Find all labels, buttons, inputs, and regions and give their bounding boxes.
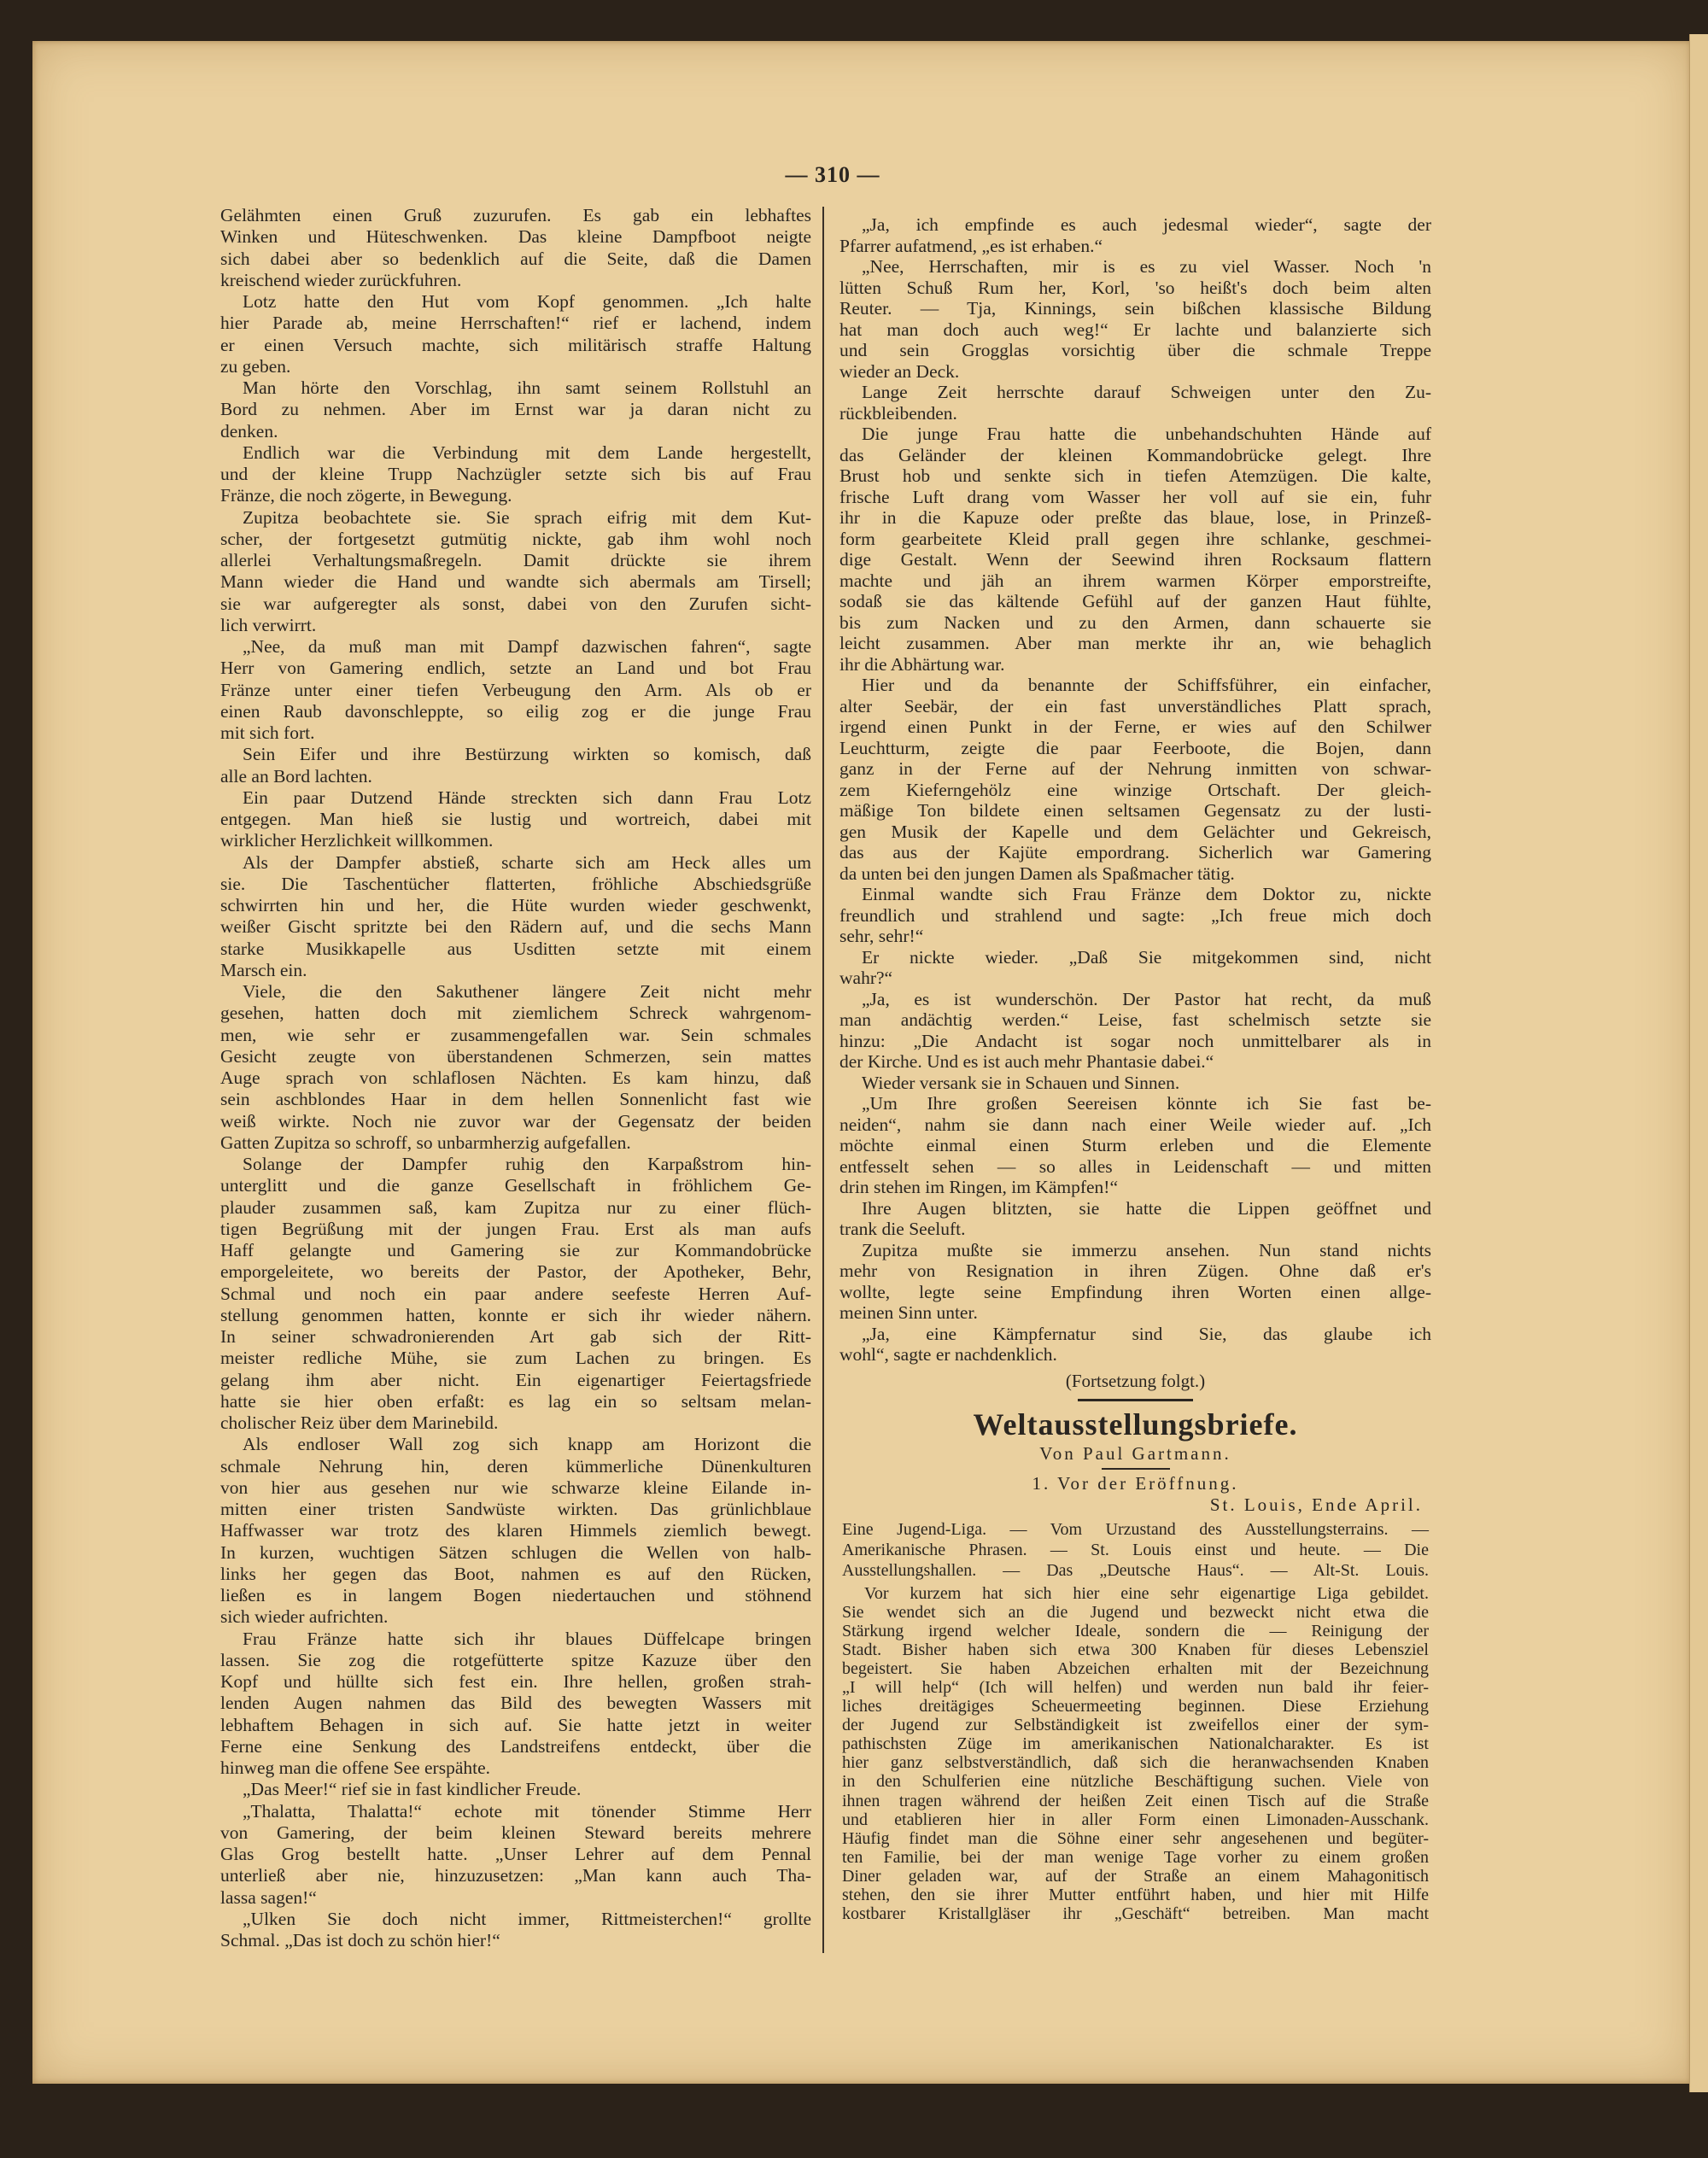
text-line: leicht zusammen. Aber man merkte ihr an, wie behaglich	[839, 633, 1431, 653]
text-line: Vor kurzem hat sich hier eine sehr eigenartige Liga gebildet.	[864, 1583, 1429, 1603]
text-line: und sein Grogglas vorsichtig über die schmale Treppe	[839, 340, 1431, 360]
text-line: „Ja, es ist wunderschön. Der Pastor hat recht, da muß	[862, 988, 1431, 1009]
text-line: Viele, die den Sakuthener längere Zeit nicht mehr	[243, 981, 811, 1002]
text-line: entfesselt sehen — so alles in Leidenschaft — und mitten	[839, 1155, 1431, 1177]
paragraph	[220, 852, 811, 982]
text-line: pathischsten Züge im amerikanischen Nationalcharakter. Es ist	[842, 1734, 1429, 1754]
right-column-area	[839, 214, 1431, 1923]
text-line: frische Luft drang vom Wasser her voll auf sie ein, fuhr	[839, 486, 1431, 507]
text-line: Häufig findet man die Söhne einer sehr angesehenen und begüter-	[842, 1828, 1429, 1848]
text-line: freundlich und strahlend und sagte: „Ich freue mich doch	[839, 904, 1431, 926]
text-line: Frau Fränze hatte sich ihr blaues Düffelcape bringen	[243, 1628, 811, 1649]
text-line: hat man doch auch weg!“ Er lachte und balanzierte sich	[839, 319, 1431, 340]
text-line: von hier aus gesehen nur wie schwarze kleine Eilande in-	[220, 1477, 811, 1498]
text-line: Endlich war die Verbindung mit dem Lande hergestellt,	[243, 442, 811, 463]
text-line: man andächtig werden.“ Leise, fast schelmisch setzte sie	[839, 1009, 1431, 1030]
text-line: hier ganz selbstverständlich, daß sich die heranwachsenden Knaben	[842, 1753, 1429, 1773]
text-line: Als endloser Wall zog sich knapp am Horizont die	[243, 1434, 811, 1455]
text-line: wollte, legte seine Empfindung ihren Worten einen allge-	[839, 1281, 1431, 1302]
paragraph	[220, 981, 811, 1154]
text-line: ganz in der Ferne auf der Nehrung inmitten von schwar-	[839, 758, 1431, 779]
text-line: zem Kieferngehölz eine winzige Ortschaft. Der gleich-	[839, 779, 1431, 800]
text-line: Glas Grog bestellt hatte. „Unser Lehrer auf dem Pennal	[220, 1844, 811, 1864]
text-line: Lotz hatte den Hut vom Kopf genommen. „Ich halte	[243, 291, 811, 312]
text-line: In kurzen, wuchtigen Sätzen schlugen die Wellen von halb-	[220, 1541, 811, 1563]
text-line: Er nickte wieder. „Daß Sie mitgekommen sind, nicht	[862, 946, 1431, 968]
text-line: emporgeleitete, wo bereits der Pastor, der Apotheker, Behr,	[220, 1261, 811, 1283]
text-line: dige Gestalt. Wenn der Seewind ihren Rocksaum flattern	[839, 549, 1431, 570]
text-line: weißer Gischt spritzte bei den Rädern auf, und die sechs Mann	[220, 916, 811, 938]
text-line: Gatten Zupitza so schroff, so unbarmherzig aufgefallen.	[220, 1132, 631, 1153]
paragraph	[839, 256, 1431, 382]
text-line: Leuchtturm, zeigte die paar Feerboote, die Bojen, dann	[839, 737, 1431, 758]
left-column	[220, 205, 811, 1951]
summary-line: Amerikanische Phrasen. — St. Louis einst und heute. — Die	[842, 1540, 1429, 1559]
text-line: irgend einen Punkt in der Ferne, er wies auf den Schilwer	[839, 716, 1431, 737]
text-line: wahr?“	[839, 968, 893, 988]
text-line: zu geben.	[220, 355, 291, 377]
text-line: stehen, den sie ihrer Mutter entführt haben, und hier mit Hilfe	[842, 1886, 1429, 1904]
text-line: das Geländer der kleinen Kommandobrücke gelegt. Ihre	[839, 444, 1431, 465]
paragraph	[839, 382, 1431, 424]
text-line: Winken und Hüteschwenken. Das kleine Dampfboot neigte	[220, 226, 811, 248]
text-line: sein aschblondes Haar in dem hellen Sonnenlicht fast wie	[220, 1089, 811, 1110]
summary-line: Ausstellungshallen. — Das „Deutsche Haus“. — Alt-St. Louis.	[842, 1560, 1429, 1580]
text-line: Haffwasser war trotz des klaren Himmels ziemlich bewegt.	[220, 1520, 811, 1541]
text-line: der Kirche. Und es ist auch mehr Phantasie dabei.“	[839, 1051, 1214, 1072]
text-line: „Ulken Sie doch nicht immer, Rittmeisterchen!“ grollte	[243, 1908, 811, 1929]
text-line: Kopf und hüllte sich fest ein. Ihre hellen, großen strah-	[220, 1671, 811, 1692]
text-line: sodaß sie das kältende Gefühl auf der ganzen Haut fühlte,	[839, 591, 1431, 611]
text-line: kreischend wieder zurückfuhren.	[220, 269, 462, 290]
text-line: „I will help“ (Ich will helfen) und werden nun bald ihr feier-	[842, 1677, 1429, 1697]
text-line: Gelähmten einen Gruß zuzurufen. Es gab ein lebhaftes	[220, 205, 811, 225]
paragraph	[839, 424, 1431, 675]
text-line: wieder an Deck.	[839, 360, 960, 382]
text-line: sich wieder aufrichten.	[220, 1606, 389, 1628]
article-summary	[839, 1519, 1431, 1581]
text-line: schmale Nehrung hin, deren kümmerliche Dünenkulturen	[220, 1455, 811, 1477]
text-line: alle an Bord lachten.	[220, 765, 372, 787]
text-line: starke Musikkapelle aus Usditten setzte mit einem	[220, 938, 811, 959]
text-line: scher, der fortgesetzt gutmütig nickte, gab ihm wohl noch	[220, 528, 811, 549]
paragraph	[220, 1629, 811, 1780]
text-line: Ihre Augen blitzten, sie hatte die Lippen geöffnet und	[862, 1197, 1431, 1219]
text-line: Sein Eifer und ihre Bestürzung wirkten so komisch, daß	[243, 744, 811, 765]
text-line: wirklicher Herzlichkeit willkommen.	[220, 830, 494, 851]
text-line: stellung genommen hatten, konnte er sich ihr wieder nähern.	[220, 1304, 811, 1325]
text-line: Einmal wandte sich Frau Fränze dem Doktor zu, nickte	[862, 884, 1431, 904]
text-line: Lange Zeit herrschte darauf Schweigen unter den Zu-	[862, 382, 1431, 402]
text-line: meister redliche Mühe, sie zum Lachen zu bringen. Es	[220, 1348, 811, 1369]
text-line: hatte sie hier oben erfaßt: es lag ein so seltsam melan-	[220, 1390, 811, 1412]
text-line: Stadt. Bisher haben sich etwa 300 Knaben für dieses Lebensziel	[842, 1640, 1429, 1659]
paragraph	[220, 1154, 811, 1434]
text-line: lassen. Sie zog die rotgefütterte spitze Kazuze über den	[220, 1649, 811, 1670]
paragraph	[839, 989, 1431, 1073]
text-line: mäßige Ton bildete einen seltsamen Gegensatz zu der lusti-	[839, 800, 1431, 821]
paragraph	[839, 1240, 1431, 1324]
text-line: „Nee, da muß man mit Dampf dazwischen fahren“, sagte	[243, 636, 811, 657]
text-line: lebhaftem Behagen in sich auf. Sie hatte jetzt in weiter	[220, 1714, 811, 1735]
text-line: und etablieren hier in aller Form einen Limonaden-Ausschank.	[842, 1810, 1429, 1829]
paragraph	[839, 1324, 1431, 1366]
text-line: „Das Meer!“ rief sie in fast kindlicher Freude.	[243, 1779, 582, 1800]
right-column	[839, 214, 1431, 1366]
text-line: weiß wirkte. Noch nie zuvor war der Gegensatz der beiden	[220, 1110, 811, 1132]
text-line: Pfarrer aufatmend, „es ist erhaben.“	[839, 235, 1103, 256]
paragraph	[839, 1093, 1431, 1198]
text-line: sie war aufgeregter als sonst, dabei von den Zurufen sicht-	[220, 593, 811, 614]
paragraph	[220, 442, 811, 507]
text-line: trank die Seeluft.	[839, 1219, 966, 1239]
text-line: „Nee, Herrschaften, mir is es zu viel Wasser. Noch 'n	[862, 256, 1431, 277]
page-number: — 310 —	[785, 162, 880, 187]
summary-line: Eine Jugend-Liga. — Vom Urzustand des Ausstellungsterrains. —	[842, 1519, 1429, 1539]
text-line: mitten einer tristen Sandwüste wirkten. Das grünlichblaue	[220, 1499, 811, 1519]
text-line: begeistert. Sie haben Abzeichen erhalten mit der Bezeichnung	[842, 1658, 1429, 1678]
text-line: Auge sprach von schlaflosen Nächten. Es kam hinzu, daß	[220, 1067, 811, 1088]
text-line: unterließ aber nie, hinzuzusetzen: „Man kann auch Tha-	[220, 1865, 811, 1886]
text-line: wohl“, sagte er nachdenklich.	[839, 1344, 1057, 1365]
text-line: Gesicht zeugte von überstandenen Schmerzen, sein mattes	[220, 1045, 811, 1067]
text-line: Herr von Gamering endlich, setzte an Land und bot Frau	[220, 658, 811, 679]
article-body	[839, 1584, 1431, 1924]
text-line: ihr in die Kapuze oder preßte das blaue, lose, in Prinzeß-	[839, 507, 1431, 528]
text-line: form gearbeitete Kleid prall gegen ihre schlanke, geschmei-	[839, 528, 1431, 549]
paragraph	[842, 1584, 1429, 1924]
text-line: ihnen tragen während der heißen Zeit einen Tisch auf die Straße	[842, 1791, 1429, 1810]
text-line: da unten bei den jungen Damen als Spaßmacher tätig.	[839, 863, 1235, 884]
text-line: „Ja, ich empfinde es auch jedesmal wieder“, sagte der	[862, 214, 1431, 235]
text-line: Als der Dampfer abstieß, scharte sich am Heck alles um	[243, 851, 811, 873]
paragraph	[839, 214, 1431, 256]
text-line: entgegen. Man hieß sie lustig und wortreich, dabei mit	[220, 809, 811, 829]
text-line: „Thalatta, Thalatta!“ echote mit tönender Stimme Herr	[243, 1800, 811, 1822]
text-line: allerlei Verhaltungsmaßregeln. Damit drückte sie ihrem	[220, 550, 811, 570]
paragraph	[220, 507, 811, 637]
text-line: das aus der Kajüte empordrang. Sicherlich war Gamering	[839, 842, 1431, 863]
text-line: Hier und da benannte der Schiffsführer, ein einfacher,	[862, 675, 1431, 695]
text-line: neiden“, nahm sie dann nach einer Weile wieder auf. „Ich	[839, 1114, 1431, 1135]
text-line: unterglitt und die ganze Gesellschaft in fröhlichem Ge-	[220, 1175, 811, 1196]
text-line: ließen es in langem Bogen niedertauchen und stöhnend	[220, 1585, 811, 1605]
text-line: „Um Ihre großen Seereisen könnte ich Sie fast be-	[862, 1093, 1431, 1114]
paragraph	[220, 205, 811, 291]
text-line: Solange der Dampfer ruhig den Karpaßstrom hin-	[243, 1154, 811, 1174]
text-line: links her gegen das Boot, nahmen es auf den Rücken,	[220, 1563, 811, 1584]
text-line: Man hörte den Vorschlag, ihn samt seinem Rollstuhl an	[243, 377, 811, 398]
paragraph	[839, 675, 1431, 884]
text-line: ten Familie, bei der man wenige Tage vorher zu einem großen	[842, 1847, 1429, 1867]
article-author: Von Paul Gartmann.	[1039, 1442, 1231, 1464]
text-line: der Jugend zur Selbständigkeit ist zweifellos einer der sym-	[842, 1716, 1429, 1735]
text-line: Reuter. — Tja, Kinnings, sein bißchen klassische Bildung	[839, 298, 1431, 319]
text-line: Zupitza beobachtete sie. Sie sprach eifrig mit dem Kut-	[243, 506, 811, 528]
text-line: rückbleibenden.	[839, 402, 957, 424]
paragraph	[220, 1434, 811, 1628]
text-line: plauder zusammen saß, kam Zupitza nur zu einer flüch-	[220, 1196, 811, 1218]
text-line: „Ja, eine Kämpfernatur sind Sie, das glaube ich	[862, 1323, 1431, 1344]
text-line: in den Schulferien eine nützliche Beschäftigung suchen. Viele von	[842, 1772, 1429, 1792]
text-line: men, wie sehr er zusammengefallen war. Sein schmales	[220, 1024, 811, 1045]
text-line: Ein paar Dutzend Hände streckten sich dann Frau Lotz	[243, 787, 811, 808]
text-line: bis zum Nacken und zu den Armen, dann schauerte sie	[839, 611, 1431, 633]
text-line: Schmal. „Das ist doch zu schön hier!“	[220, 1930, 500, 1950]
text-line: lich verwirrt.	[220, 614, 317, 635]
text-line: sie. Die Taschentücher flatterten, fröhliche Abschiedsgrüße	[220, 873, 811, 894]
text-line: ihr die Abhärtung war.	[839, 653, 1005, 675]
text-line: Haff gelangte und Gamering sie zur Kommandobrücke	[220, 1240, 811, 1260]
text-line: Ferne eine Senkung des Landstreifens entdeckt, über die	[220, 1735, 811, 1757]
text-line: drin stehen im Ringen, im Kämpfen!“	[839, 1177, 1119, 1197]
paragraph	[220, 787, 811, 852]
text-line: tigen Begrüßung mit der jungen Frau. Erst als man aufs	[220, 1218, 811, 1239]
paragraph	[220, 377, 811, 442]
text-line: gesehen, hatten doch mit ziemlichem Schreck wahrgenom-	[220, 1003, 811, 1024]
text-line: hier Parade ab, meine Herrschaften!“ rief er lachend, indem	[220, 313, 811, 334]
text-line: er einen Versuch machte, sich militärisch straffe Haltung	[220, 334, 811, 355]
section-divider	[1078, 1399, 1193, 1401]
paragraph	[839, 947, 1431, 989]
byline-divider	[1102, 1468, 1170, 1470]
text-line: alter Seebär, der ein fast unverständliches Platt sprach,	[839, 695, 1431, 716]
text-line: Sie wendet sich an die Jugend und bezweckt nicht etwa die	[842, 1602, 1429, 1622]
text-line: denken.	[220, 420, 278, 442]
text-line: sehr, sehr!“	[839, 926, 924, 946]
text-line: machte und jäh an ihrem warmen Körper emporstreifte,	[839, 570, 1431, 591]
text-line: kostbarer Kristallgläser ihr „Geschäft“ betreiben. Man macht	[842, 1904, 1429, 1924]
paragraph	[220, 744, 811, 787]
article-section-heading: 1. Vor der Eröffnung.	[1032, 1472, 1239, 1494]
column-divider	[822, 207, 824, 1953]
paragraph	[220, 1909, 811, 1952]
text-line: Diner geladen war, auf der Straße an einem Mahagonitisch	[842, 1866, 1429, 1886]
text-line: einen Raub davonschleppte, so eilig zog er die junge Frau	[220, 700, 811, 722]
text-line: Bord zu nehmen. Aber im Ernst war ja daran nicht zu	[220, 399, 811, 420]
paragraph	[839, 884, 1431, 947]
text-line: von Gamering, der beim kleinen Steward bereits mehrere	[220, 1822, 811, 1843]
text-line: Marsch ein.	[220, 959, 307, 980]
text-line: möchte einmal einen Sturm erleben und die Elemente	[839, 1135, 1431, 1155]
text-line: Zupitza mußte sie immerzu ansehen. Nun stand nichts	[862, 1239, 1431, 1260]
text-line: schwirrten hin und her, die Hüte wurden wieder geschwenkt,	[220, 895, 811, 915]
paragraph	[839, 1073, 1431, 1094]
paragraph	[220, 636, 811, 744]
paragraph	[220, 291, 811, 377]
text-line: gelang ihm aber nicht. Ein eigenartiger Feiertagsfriede	[220, 1369, 811, 1390]
text-line: liches dreitägiges Scheuermeeting beginnen. Diese Erziehung	[842, 1697, 1429, 1716]
text-line: Schmal und noch ein paar andere seefeste Herren Auf-	[220, 1283, 811, 1304]
text-line: Fränze, die noch zögerte, in Bewegung.	[220, 485, 512, 506]
paragraph	[839, 1198, 1431, 1240]
text-line: gen Musik der Kapelle und dem Gelächter und Gekreisch,	[839, 821, 1431, 842]
paragraph	[220, 1801, 811, 1909]
text-line: Fränze unter einer tiefen Verbeugung den Arm. Als ob er	[220, 679, 811, 700]
text-line: lütten Schuß Rum her, Korl, 'so heißt's doch beim alten	[839, 277, 1431, 298]
text-line: hinweg man die offene See erspähte.	[220, 1757, 491, 1778]
paragraph	[220, 1779, 811, 1800]
text-line: In seiner schwadronierenden Art gab sich der Ritt-	[220, 1326, 811, 1347]
text-line: meinen Sinn unter.	[839, 1302, 978, 1323]
text-line: mehr von Resignation in ihren Zügen. Ohne daß er's	[839, 1260, 1431, 1281]
text-line: Brust hob und senkte sich in tiefen Atemzügen. Die kalte,	[839, 465, 1431, 486]
adjacent-page-edge	[1689, 34, 1708, 2092]
text-line: und der kleine Trupp Nachzügler setzte sich bis auf Frau	[220, 464, 811, 484]
text-line: sich dabei aber so bedenklich auf die Seite, daß die Damen	[220, 248, 811, 269]
continuation-note: (Fortsetzung folgt.)	[1065, 1370, 1206, 1391]
article-dateline: St. Louis, Ende April.	[1209, 1494, 1423, 1515]
text-line: mit sich fort.	[220, 722, 315, 743]
text-line: Wieder versank sie in Schauen und Sinnen.	[862, 1072, 1180, 1093]
text-line: Die junge Frau hatte die unbehandschuhten Hände auf	[862, 424, 1431, 444]
text-line: Stärkung irgend welcher Ideale, sondern die — Reinigung der	[842, 1621, 1429, 1640]
text-line: hinzu: „Die Andacht ist sogar noch unmittelbarer als in	[839, 1030, 1431, 1051]
text-line: cholischer Reiz über dem Marinebild.	[220, 1412, 499, 1433]
article-title: Weltausstellungsbriefe.	[973, 1407, 1298, 1442]
text-line: lassa sagen!“	[220, 1886, 317, 1908]
text-line: lenden Augen nahmen das Bild des bewegten Wassers mit	[220, 1693, 811, 1714]
text-line: Mann wieder die Hand und wandte sich abermals am Tirsell;	[220, 571, 811, 593]
